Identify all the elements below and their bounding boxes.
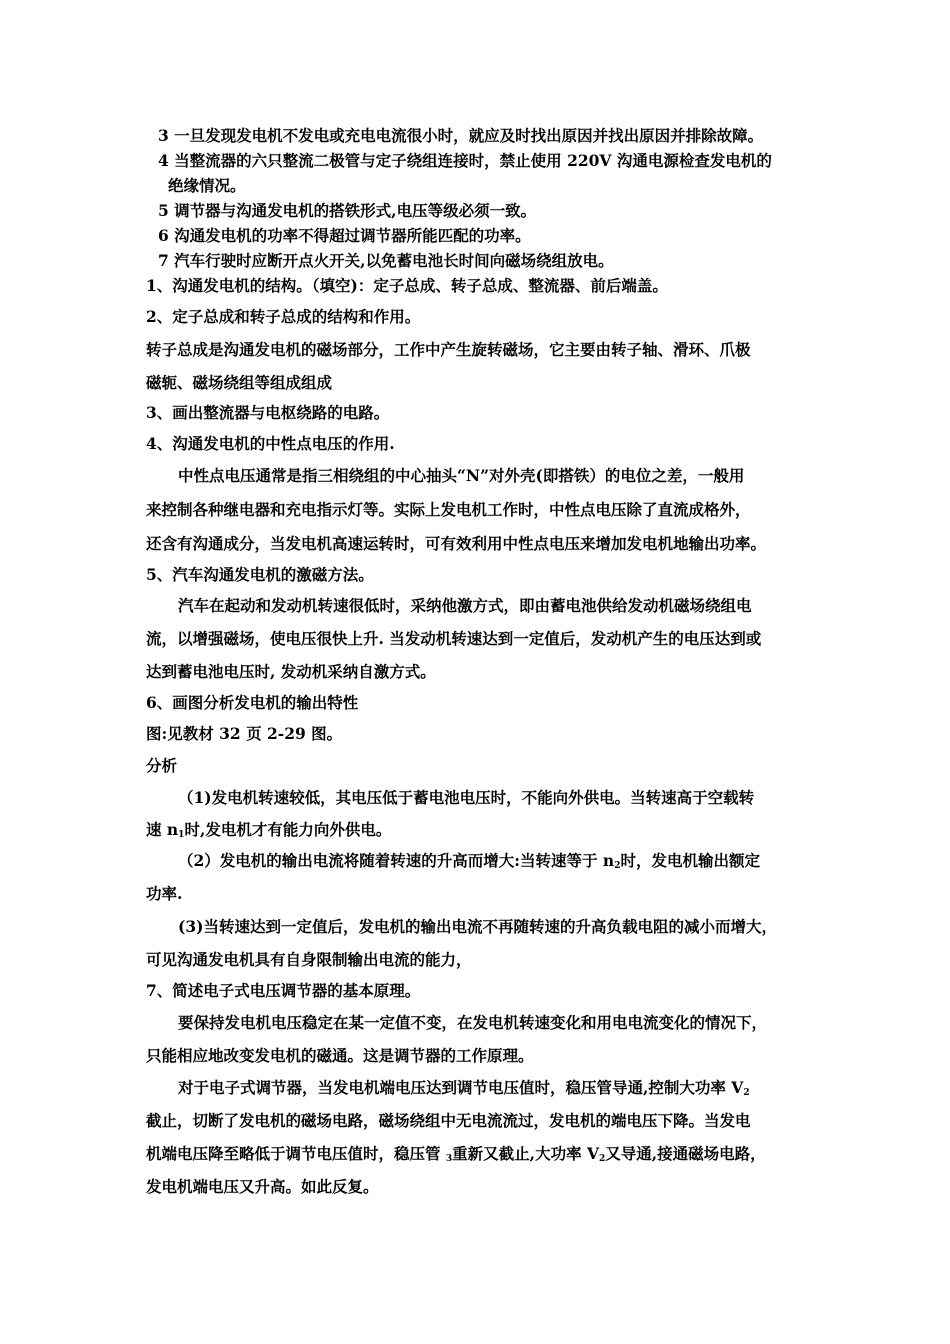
analysis-1-line-1: （1)发电机转速较低，其电压低于蓄电池电压时，不能向外供电。当转速高于空载转 (178, 788, 755, 807)
figure-reference: 图:见教材 32 页 2-29 图。 (146, 724, 343, 743)
text-run: （2）发电机的输出电流将随着转速的升高而增大:当转速等于 n (178, 851, 615, 870)
list-item-4: 4 当整流器的六只整流二极管与定子绕组连接时，禁止使用 220V 沟通电源检查发电机的 (158, 151, 772, 170)
question-5: 5、汽车沟通发电机的激磁方法。 (146, 565, 374, 584)
answer-7-line-4: 截止，切断了发电机的磁场电路，磁场绕组中无电流流过，发电机的端电压下降。当发电 (146, 1111, 751, 1130)
text-run: 速 n (146, 820, 179, 839)
question-7: 7、简述电子式电压调节器的基本原理。 (146, 981, 421, 1000)
analysis-3-line-2: 可见沟通发电机具有自身限制输出电流的能力， (146, 950, 472, 969)
answer-4-line-3: 还含有沟通成分，当发电机高速运转时，可有效利用中性点电压来增加发电机地输出功率。 (146, 534, 767, 553)
list-item-7: 7 汽车行驶时应断开点火开关,以免蓄电池长时间向磁场绕组放电。 (158, 251, 614, 270)
question-6: 6、画图分析发电机的输出特性 (146, 693, 359, 712)
subscript: 1 (178, 830, 185, 840)
list-item-4-cont: 绝缘情况。 (168, 176, 246, 195)
analysis-3-line-1: (3)当转速达到一定值后，发电机的输出电流不再随转速的升高负载电阻的减小而增大， (178, 917, 777, 936)
subscript: 2 (614, 861, 621, 871)
question-2: 2、定子总成和转子总成的结构和作用。 (146, 307, 421, 326)
answer-4-line-1: 中性点电压通常是指三相绕组的中心抽头“N”对外壳(即搭铁）的电位之差，一般用 (178, 466, 745, 485)
subscript: 2 (599, 1154, 606, 1164)
answer-7-line-5 (146, 1144, 766, 1169)
analysis-2-line-2: 功率. (146, 884, 183, 903)
subscript: 3 (445, 1154, 453, 1164)
subscript: 2 (743, 1088, 750, 1098)
analysis-1-line-2 (146, 820, 391, 845)
answer-2-line-2: 磁轭、磁场绕组等组成组成 (146, 373, 333, 392)
answer-7-line-6: 发电机端电压又升高。如此反复。 (146, 1177, 379, 1196)
question-1: 1、沟通发电机的结构。（填空)：定子总成、转子总成、整流器、前后端盖。 (146, 276, 668, 295)
answer-7-line-3 (178, 1078, 750, 1103)
text-run: 对于电子式调节器，当发电机端电压达到调节电压值时，稳压管导通,控制大功率 V (178, 1078, 744, 1097)
list-item-3: 3 一旦发现发电机不发电或充电电流很小时，就应及时找出原因并找出原因并排除故障。 (158, 126, 764, 145)
answer-7-line-1: 要保持发电机电压稳定在某一定值不变，在发电机转速变化和用电电流变化的情况下， (178, 1013, 768, 1032)
analysis-2-line-1 (178, 851, 760, 876)
answer-4-line-2: 来控制各种继电器和充电指示灯等。实际上发电机工作时，中性点电压除了直流成格外， (146, 500, 751, 519)
text-run: 时,发电机才有能力向外供电。 (184, 820, 392, 839)
list-item-6: 6 沟通发电机的功率不得超过调节器所能匹配的功率。 (158, 226, 531, 245)
text-run: 又导通,接通磁场电路， (605, 1144, 766, 1163)
question-4: 4、沟通发电机的中性点电压的作用. (146, 434, 395, 453)
question-3: 3、画出整流器与电枢绕路的电路。 (146, 403, 390, 422)
text-run: 机端电压降至略低于调节电压值时，稳压管 (146, 1144, 446, 1163)
answer-5-line-2: 流，以增强磁场，使电压很快上升. 当发动机转速达到一定值后，发动机产生的电压达到或 (146, 629, 762, 648)
analysis-heading: 分析 (146, 756, 178, 775)
list-item-5: 5 调节器与沟通发电机的搭铁形式,电压等级必须一致。 (158, 201, 537, 220)
answer-2-line-1: 转子总成是沟通发电机的磁场部分，工作中产生旋转磁场，它主要由转子轴、滑环、爪极 (146, 340, 751, 359)
answer-5-line-3: 达到蓄电池电压时, 发动机采纳自激方式。 (146, 662, 436, 681)
answer-7-line-2: 只能相应地改变发电机的磁通。这是调节器的工作原理。 (146, 1046, 534, 1065)
text-run: 重新又截止,大功率 V (452, 1144, 599, 1163)
answer-5-line-1: 汽车在起动和发动机转速很低时，采纳他激方式，即由蓄电池供给发动机磁场绕组电 (178, 596, 752, 615)
text-run: 时，发电机输出额定 (620, 851, 760, 870)
